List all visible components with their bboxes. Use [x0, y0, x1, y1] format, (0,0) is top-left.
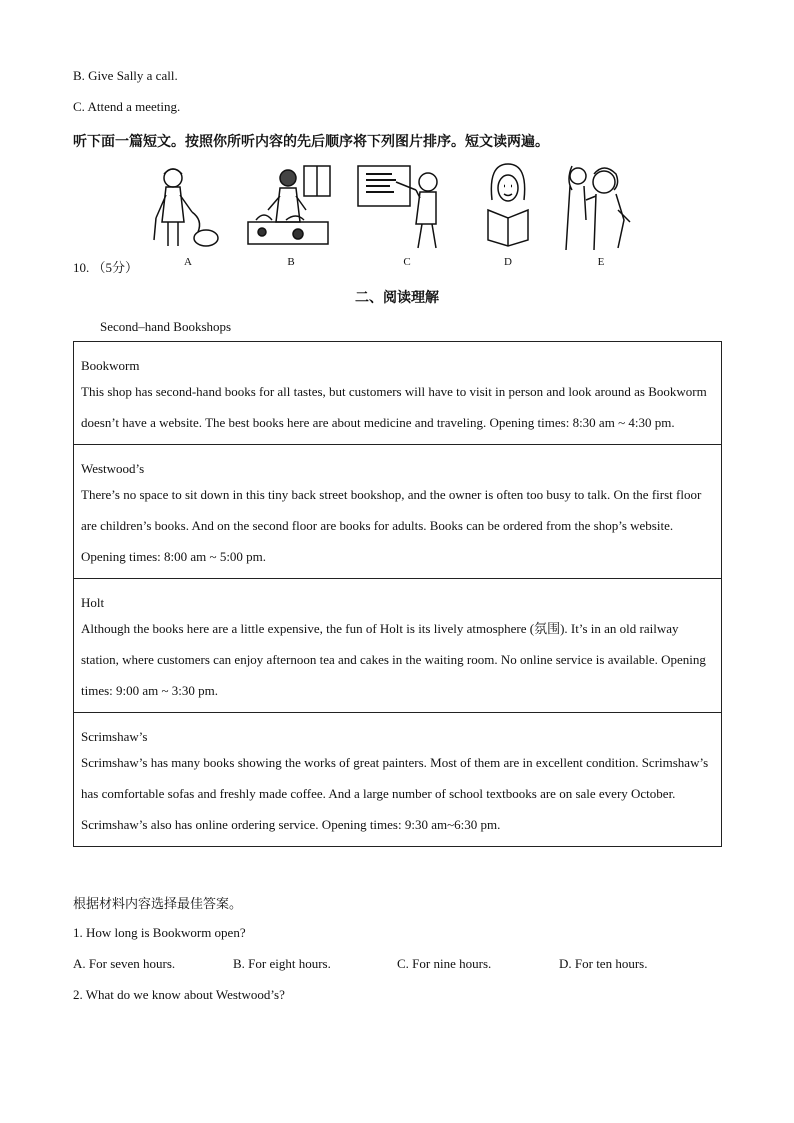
shop-cell	[74, 713, 722, 847]
shop-row-holt	[74, 579, 722, 713]
picture-e-chatting	[558, 160, 638, 270]
picture-label-d: D	[504, 256, 512, 268]
shop-cell	[74, 579, 722, 713]
shop-description: Although the books here are a little expensive, the fun of Holt is its lively atmosphere (氛围). It’s in an old railway station, where customers can enjoy afternoon tea and cakes in the waiting room. No online service is available. Opening times: 9:00 am ~ 3:30 pm.	[81, 621, 706, 698]
picture-label-a: A	[184, 256, 192, 268]
shop-description: This shop has second-hand books for all tastes, but customers will have to visit in person and look around as Bookworm doesn’t have a website. The best books here are about medicine and traveling. Opening times: 8:30 am ~ 4:30 pm.	[81, 384, 707, 430]
option-b: B. Give Sally a call.	[73, 68, 178, 83]
shop-name: Westwood’s	[81, 461, 145, 476]
question-2: 2. What do we know about Westwood’s?	[73, 987, 285, 1002]
doc-title: Second–hand Bookshops	[100, 319, 232, 334]
shop-row-bookworm	[74, 342, 722, 445]
shop-cell	[74, 445, 722, 579]
shop-cell	[74, 342, 722, 445]
option-b[interactable]: B. For eight hours.	[233, 956, 331, 971]
picture-a-vacuuming	[148, 160, 228, 270]
shop-description: Scrimshaw’s has many books showing the works of great painters. Most of them are in excellent condition. Scrimshaw’s has comfortable sofas and freshly made coffee. And a large number of school textbooks are on sale every October. Scrimshaw’s also has online ordering service. Opening times: 9:30 am~6:30 pm.	[81, 755, 709, 832]
picture-label-c: C	[403, 256, 411, 268]
shop-row-scrimshaws	[74, 713, 722, 847]
reading-instruction: 根据材料内容选择最佳答案。	[73, 897, 243, 912]
picture-set	[148, 160, 638, 270]
option-c[interactable]: C. For nine hours.	[397, 956, 492, 971]
question-1: 1. How long is Bookworm open?	[73, 925, 246, 940]
section-title: 二、阅读理解	[355, 290, 439, 306]
picture-d-reading	[478, 160, 538, 270]
option-d[interactable]: D. For ten hours.	[559, 956, 648, 971]
bookshops-table	[73, 341, 722, 847]
option-a[interactable]: A. For seven hours.	[73, 956, 176, 971]
shop-description: There’s no space to sit down in this tiny back street bookshop, and the owner is often too busy to talk. On the first floor are children’s books. And on the second floor are books for adults. Books can be ordered from the shop’s website. Opening times: 8:00 am ~ 5:00 pm.	[81, 487, 702, 564]
listening-instruction: 听下面一篇短文。按照你所听内容的先后顺序将下列图片排序。短文读两遍。	[73, 134, 549, 150]
picture-label-e: E	[597, 256, 605, 268]
option-c: C. Attend a meeting.	[73, 99, 181, 114]
question-10: 10. （5分）	[73, 260, 139, 275]
shop-name: Scrimshaw’s	[81, 729, 148, 744]
shop-name: Bookworm	[81, 358, 140, 373]
picture-b-cooking	[246, 160, 336, 270]
picture-c-teaching	[356, 160, 448, 270]
shop-name: Holt	[81, 595, 105, 610]
shop-row-westwoods	[74, 445, 722, 579]
picture-label-b: B	[287, 256, 295, 268]
